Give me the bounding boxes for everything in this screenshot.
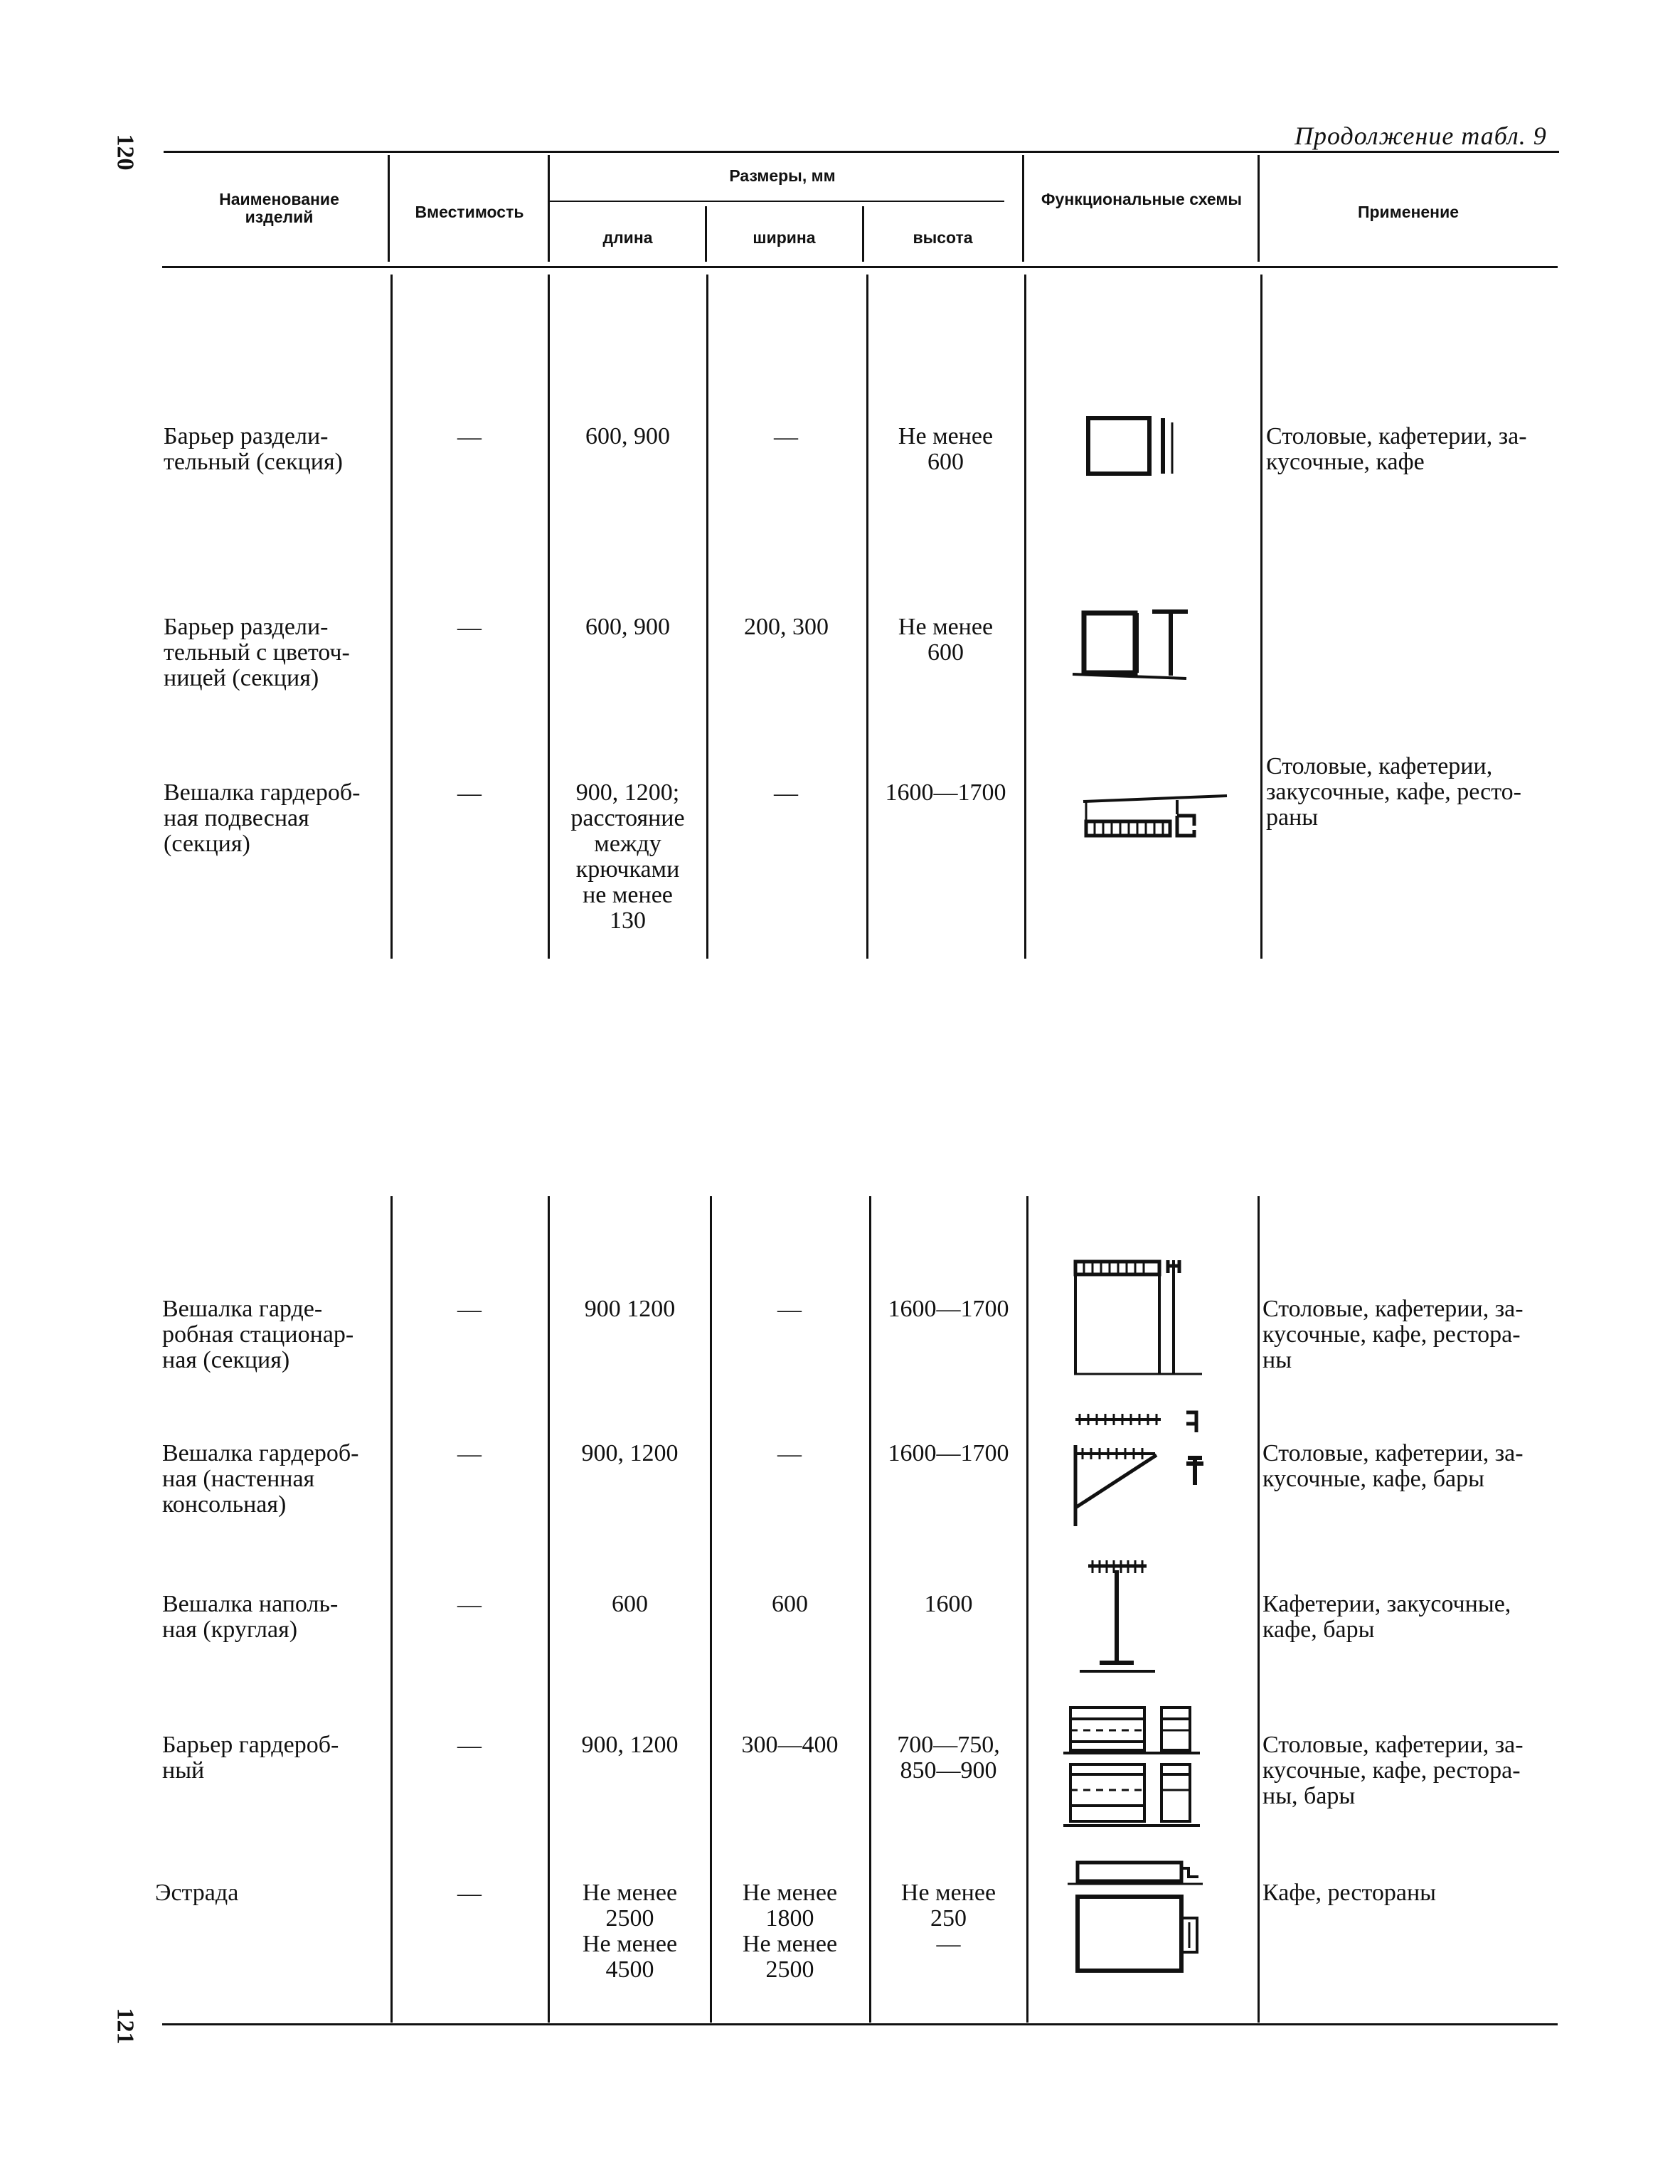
width-value: — [777, 1441, 802, 1467]
capacity-value: — [457, 1732, 482, 1759]
capacity-value: — [457, 780, 482, 806]
usage-text: Кафе, рестораны [1262, 1880, 1437, 1906]
length-value: 600 [612, 1591, 648, 1617]
width-value: — [777, 1296, 802, 1323]
height-value: 1600—1700 [888, 1440, 1009, 1466]
height-value: 1600 [924, 1591, 973, 1617]
usage-text: Столовые, кафетерии, за- кусочные, кафе [1266, 423, 1527, 475]
header-usage: Применение [1357, 203, 1460, 221]
length-value: 900, 1200; расстояние между крючками не менее 130 [570, 779, 685, 934]
capacity-value: — [457, 1441, 482, 1467]
item-name: Вешалка гардероб- ная (настенная консольная) [162, 1440, 359, 1518]
header-schemes: Функциональные схемы [1041, 190, 1243, 208]
wall-console-rack-scheme-icon [1067, 1401, 1223, 1529]
capacity-value: — [457, 614, 482, 641]
item-name: Барьер гардероб- ный [162, 1732, 339, 1784]
item-name: Вешалка наполь- ная (круглая) [162, 1591, 339, 1643]
table-continuation-caption: Продолжение табл. 9 [1294, 122, 1547, 150]
stage-scheme-icon [1063, 1853, 1220, 1981]
item-name: Барьер раздели- тельный с цветоч- ницей (секция) [164, 614, 350, 691]
length-value: Не менее 2500 Не менее 4500 [582, 1880, 678, 1983]
header-sizes: Размеры, мм [729, 166, 836, 185]
usage-text: Кафетерии, закусочные, кафе, бары [1262, 1591, 1511, 1643]
width-value: 200, 300 [744, 614, 829, 640]
length-value: 900, 1200 [581, 1440, 679, 1466]
width-value: 300—400 [741, 1732, 839, 1758]
usage-text: Столовые, кафетерии, закусочные, кафе, ресто- раны [1266, 753, 1521, 831]
width-value: Не менее 1800 Не менее 2500 [742, 1880, 838, 1983]
stationary-rack-scheme-icon [1067, 1252, 1223, 1380]
capacity-value: — [457, 424, 482, 450]
cloakroom-barrier-scheme-icon [1063, 1703, 1220, 1831]
width-value: — [774, 424, 798, 450]
height-value: Не менее 600 [898, 614, 994, 666]
page-number-bottom: 121 [112, 2008, 139, 2045]
length-value: 900, 1200 [581, 1732, 679, 1758]
item-name: Эстрада [155, 1880, 239, 1906]
width-value: — [774, 780, 798, 806]
item-name: Вешалка гарде- робная стационар- ная (секция) [162, 1296, 354, 1373]
length-value: 600, 900 [585, 423, 670, 449]
capacity-value: — [457, 1880, 482, 1907]
capacity-value: — [457, 1592, 482, 1618]
height-value: Не менее 250 — [900, 1880, 996, 1957]
height-value: 1600—1700 [885, 779, 1006, 806]
hanging-rack-scheme-icon [1070, 786, 1234, 850]
barrier-flowerbox-scheme-icon [1067, 604, 1209, 690]
item-name: Барьер раздели- тельный (секция) [164, 423, 343, 475]
header-capacity: Вместимость [415, 203, 524, 221]
height-value: 1600—1700 [888, 1296, 1009, 1322]
barrier-section-scheme-icon [1081, 412, 1195, 484]
header-height: высота [913, 228, 973, 247]
header-width: ширина [753, 228, 816, 247]
height-value: 700—750, 850—900 [897, 1732, 1000, 1784]
height-value: Не менее 600 [898, 423, 994, 475]
floor-round-rack-scheme-icon [1067, 1557, 1209, 1678]
width-value: 600 [772, 1591, 808, 1617]
length-value: 900 1200 [584, 1296, 676, 1322]
header-name: Наименование изделий [219, 190, 339, 226]
item-name: Вешалка гардероб- ная подвесная (секция) [164, 779, 361, 857]
usage-text: Столовые, кафетерии, за- кусочные, кафе, рестора- ны [1262, 1296, 1524, 1373]
header-length: длина [602, 228, 653, 247]
capacity-value: — [457, 1296, 482, 1323]
usage-text: Столовые, кафетерии, за- кусочные, кафе, рестора- ны, бары [1262, 1732, 1524, 1809]
length-value: 600, 900 [585, 614, 670, 640]
page-number-top: 120 [112, 134, 139, 171]
usage-text: Столовые, кафетерии, за- кусочные, кафе, бары [1262, 1440, 1524, 1492]
